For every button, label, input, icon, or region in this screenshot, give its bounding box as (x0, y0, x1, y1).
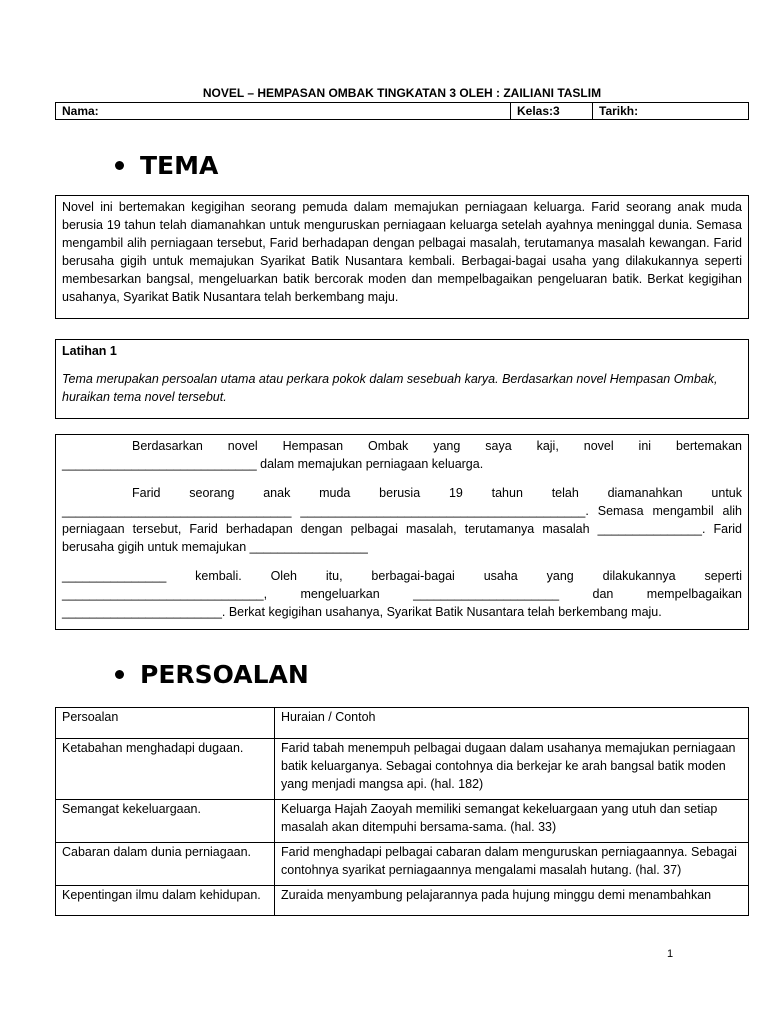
fill-in-paragraph-3[interactable]: _______________ kembali. Oleh itu, berbagai-bagai usaha yang dilakukannya seperti _____________________________, mengeluarkan _____________________ dan mempelbagaikan _______________________. Berkat kegigihan usahanya, Syarikat Batik Nusantara telah berkembang maju. (62, 569, 742, 619)
row-description: Zuraida menyambung pelajarannya pada hujung minggu demi menambahkan (275, 886, 749, 916)
table-row (56, 886, 749, 916)
row-description: Farid tabah menempuh pelbagai dugaan dalam usahanya memajukan perniagaan batik keluarganya. Sebagai contohnya dia berkejar ke arah bangsal batik moden yang menjadi mangsa api. (hal. 182) (275, 739, 749, 800)
latihan-1-box (55, 339, 749, 419)
class-field: Kelas:3 (511, 103, 593, 120)
persoalan-table (55, 707, 749, 916)
persoalan-heading-text: PERSOALAN (140, 660, 309, 689)
row-topic: Cabaran dalam dunia perniagaan. (56, 843, 275, 886)
tema-paragraph: Novel ini bertemakan kegigihan seorang pemuda dalam memajukan perniagaan keluarga. Farid seorang anak muda berusia 19 tahun telah diamanahkan untuk menguruskan perniagaan keluarga setelah ayahnya meninggal dunia. Semasa mengambil alih perniagaan tersebut, Farid berhadapan dengan pelbagai masalah, terutamanya masalah kewangan. Farid berusaha gigih untuk memajukan Syarikat Batik Nusantara kembali. Berbagai-bagai usaha yang dilakukannya seperti membesarkan bangsal, mengeluarkan batik bercorak moden dan mempelbagaikan pengeluaran batik. Berkat kegigihan usahanya, Syarikat Batik Nusantara telah berkembang maju. (62, 200, 742, 304)
column-header-persoalan: Persoalan (56, 708, 275, 739)
row-topic: Kepentingan ilmu dalam kehidupan. (56, 886, 275, 916)
table-header-row (56, 708, 749, 739)
date-field[interactable]: Tarikh: (593, 103, 749, 120)
fill-in-exercise-box (55, 434, 749, 630)
name-field[interactable]: Nama: (56, 103, 511, 120)
row-description: Farid menghadapi pelbagai cabaran dalam menguruskan perniagaannya. Sebagai contohnya syarikat perniagaannya mengalami masalah hutang. (hal. 37) (275, 843, 749, 886)
tema-description-box (55, 195, 749, 319)
fill-in-paragraph-2[interactable]: Farid seorang anak muda berusia 19 tahun telah diamanahkan untuk _________________________________ _________________________________________. Semasa mengambil alih perniagaan tersebut, Farid berhadapan dengan pelbagai masalah, terutamanya masalah _______________. Farid berusaha gigih untuk memajukan _________________ (62, 486, 742, 554)
table-row (56, 739, 749, 800)
row-topic: Ketabahan menghadapi dugaan. (56, 739, 275, 800)
row-description: Keluarga Hajah Zaoyah memiliki semangat kekeluargaan yang utuh dan setiap masalah akan ditempuhi bersama-sama. (hal. 33) (275, 800, 749, 843)
document-title: NOVEL – HEMPASAN OMBAK TINGKATAN 3 OLEH : ZAILIANI TASLIM (202, 86, 602, 100)
table-row (56, 800, 749, 843)
table-row (56, 843, 749, 886)
bullet-icon (115, 161, 124, 170)
row-topic: Semangat kekeluargaan. (56, 800, 275, 843)
tema-heading-text: TEMA (140, 151, 219, 180)
page-number: 1 (667, 948, 674, 960)
bullet-icon (115, 670, 124, 679)
tema-heading (115, 151, 218, 180)
latihan-1-instruction: Tema merupakan persoalan utama atau perkara pokok dalam sesebuah karya. Berdasarkan novel Hempasan Ombak, huraikan tema novel tersebut. (62, 372, 718, 404)
column-header-huraian: Huraian / Contoh (275, 708, 749, 739)
latihan-1-title: Latihan 1 (62, 344, 117, 358)
student-info-table (55, 102, 749, 120)
persoalan-heading (115, 660, 309, 689)
fill-in-paragraph-1[interactable]: Berdasarkan novel Hempasan Ombak yang saya kaji, novel ini bertemakan ____________________________ dalam memajukan perniagaan keluarga. (62, 439, 742, 471)
